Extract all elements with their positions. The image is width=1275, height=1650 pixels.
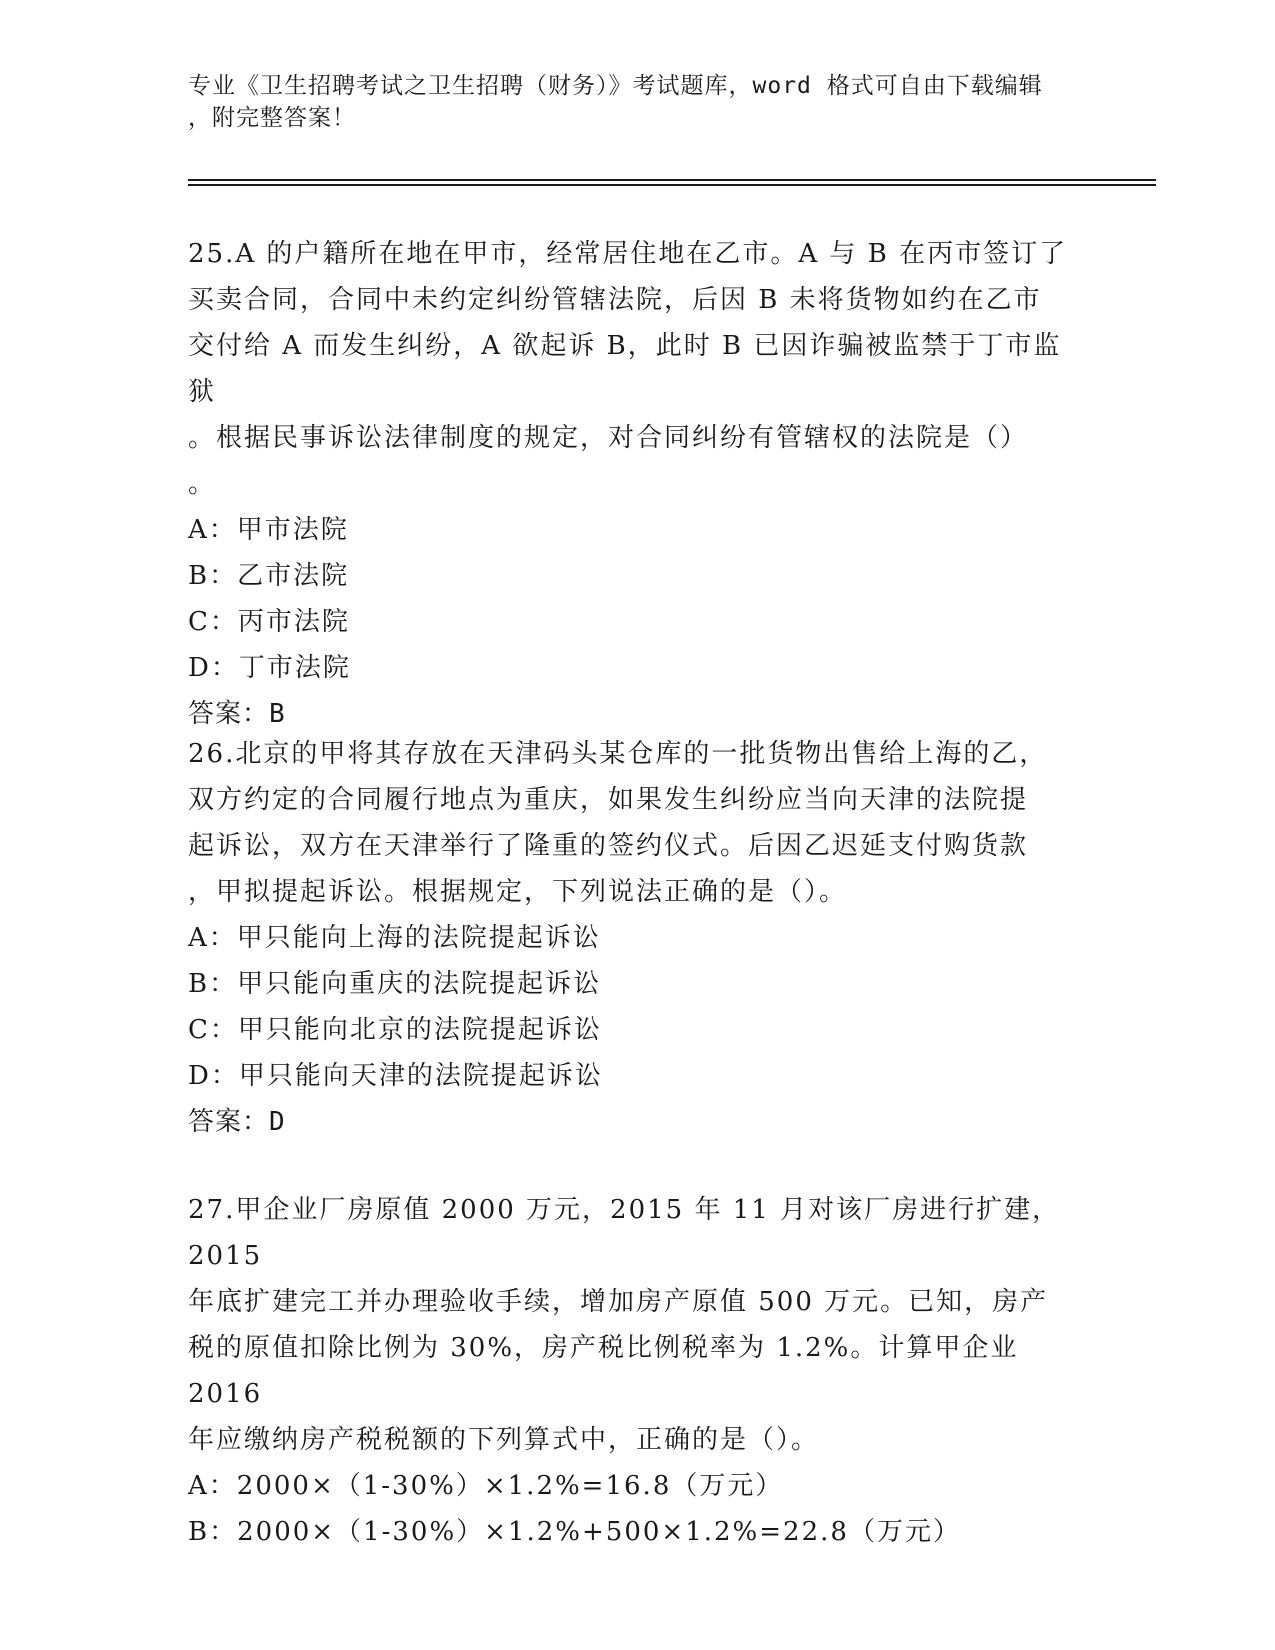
answer-line: 答案：D <box>188 1107 286 1137</box>
option-c: C：丙市法院 <box>188 607 350 637</box>
option-b: B：2000×（1-30%）×1.2%+500×1.2%=22.8（万元） <box>188 1517 961 1547</box>
option-b: B：乙市法院 <box>188 561 350 591</box>
question-stem: 25.A 的户籍所在地在甲市，经常居住地在乙市。A 与 B 在丙市签订了 买卖合同，合同中未约定纠纷管辖法院，后因 B 未将货物如约在乙市 交付给 A 而发生纠纷，A 欲起诉 B，此时 B 已因诈骗被监禁于丁市监狱 。根据民事诉讼法律制度的规定，对合同纠纷有管辖权的法院是（） 。 <box>188 239 1068 499</box>
header-line-1: 专业《卫生招聘考试之卫生招聘（财务）》考试题库，word 格式可自由下载编辑 <box>188 73 1043 99</box>
document-header <box>188 70 1088 134</box>
answer-line: 答案：B <box>188 699 286 729</box>
header-line-2: ，附完整答案！ <box>188 105 356 131</box>
option-c: C：甲只能向北京的法院提起诉讼 <box>188 1015 602 1045</box>
option-a: A：甲市法院 <box>188 515 349 545</box>
option-d: D：丁市法院 <box>188 653 351 683</box>
question-26 <box>188 731 1088 1145</box>
option-a: A：2000×（1-30%）×1.2%=16.8（万元） <box>188 1471 784 1501</box>
option-b: B：甲只能向重庆的法院提起诉讼 <box>188 969 602 999</box>
option-d: D：甲只能向天津的法院提起诉讼 <box>188 1061 603 1091</box>
question-stem: 27.甲企业厂房原值 2000 万元，2015 年 11 月对该厂房进行扩建，2015 年底扩建完工并办理验收手续，增加房产原值 500 万元。已知，房产 税的原值扣除比例为 30%，房产税比例税率为 1.2%。计算甲企业 2016 年应缴纳房产税税额的下列算式中，正确的是（）。 <box>188 1195 1061 1455</box>
header-divider-top <box>188 179 1156 181</box>
question-25 <box>188 231 1088 737</box>
header-divider-bottom <box>188 184 1156 186</box>
question-27 <box>188 1187 1088 1555</box>
question-stem: 26.北京的甲将其存放在天津码头某仓库的一批货物出售给上海的乙， 双方约定的合同履行地点为重庆，如果发生纠纷应当向天津的法院提 起诉讼，双方在天津举行了隆重的签约仪式。后因乙迟延支付购货款 ，甲拟提起诉讼。根据规定，下列说法正确的是（）。 <box>188 739 1048 907</box>
option-a: A：甲只能向上海的法院提起诉讼 <box>188 923 601 953</box>
